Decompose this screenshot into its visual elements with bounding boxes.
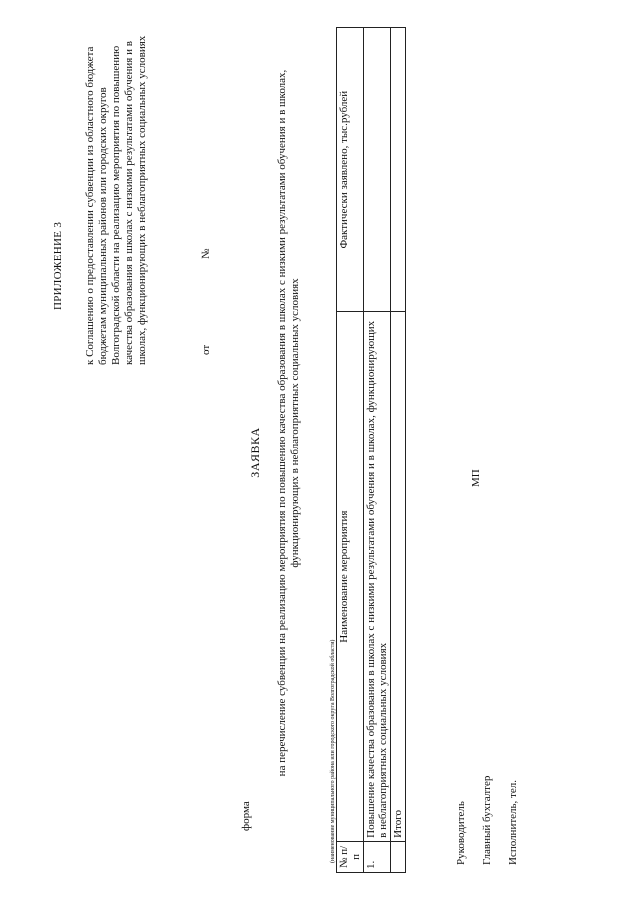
municipality-caption: (наименование муниципального района или городского округа Волгоградской области) — [330, 639, 336, 863]
table-header-row — [337, 28, 364, 873]
total-amount — [391, 28, 406, 312]
from-label: от — [200, 344, 212, 355]
request-description: на перечисление субвенции на реализацию мероприятия по повышению качества образования в школах с низкими результатами обучения и в школах, функционирующих в неблагоприятных социальных условиях — [276, 69, 301, 777]
signature-head: Руководитель — [455, 801, 467, 865]
appendix-title: ПРИЛОЖЕНИЕ 3 — [52, 221, 64, 310]
stamp-placeholder: МП — [470, 469, 482, 487]
header-number: № п/п — [337, 841, 364, 872]
agreement-reference: к Соглашению о предоставлении субвенции из областного бюджета бюджетам муниципальных районов или городских округов Волгоградской области на реализацию мероприятия по повышению качества образования в школах с низкими результатами обучения и в школах, функционирующих в неблагоприятных социальных условиях — [84, 35, 148, 365]
request-table — [336, 27, 406, 873]
request-title: ЗАЯВКА — [248, 427, 262, 478]
header-name: Наименование мероприятия — [337, 312, 364, 842]
number-label: № — [200, 248, 212, 259]
row-amount — [364, 28, 391, 312]
total-row — [391, 28, 406, 873]
row-number: 1. — [364, 841, 391, 872]
signature-executor: Исполнитель, тел. — [507, 780, 519, 865]
table-row — [364, 28, 391, 873]
form-label: форма — [240, 801, 252, 831]
row-name: Повышение качества образования в школах с низкими результатами обучения и в школах, функционирующих в неблагоприятных социальных условиях — [364, 312, 391, 842]
header-amount: Фактически заявлено, тыс.рублей — [337, 28, 364, 312]
signature-accountant: Главный бухгалтер — [481, 775, 493, 865]
total-label: Итого — [391, 312, 406, 842]
total-number-cell — [391, 841, 406, 872]
